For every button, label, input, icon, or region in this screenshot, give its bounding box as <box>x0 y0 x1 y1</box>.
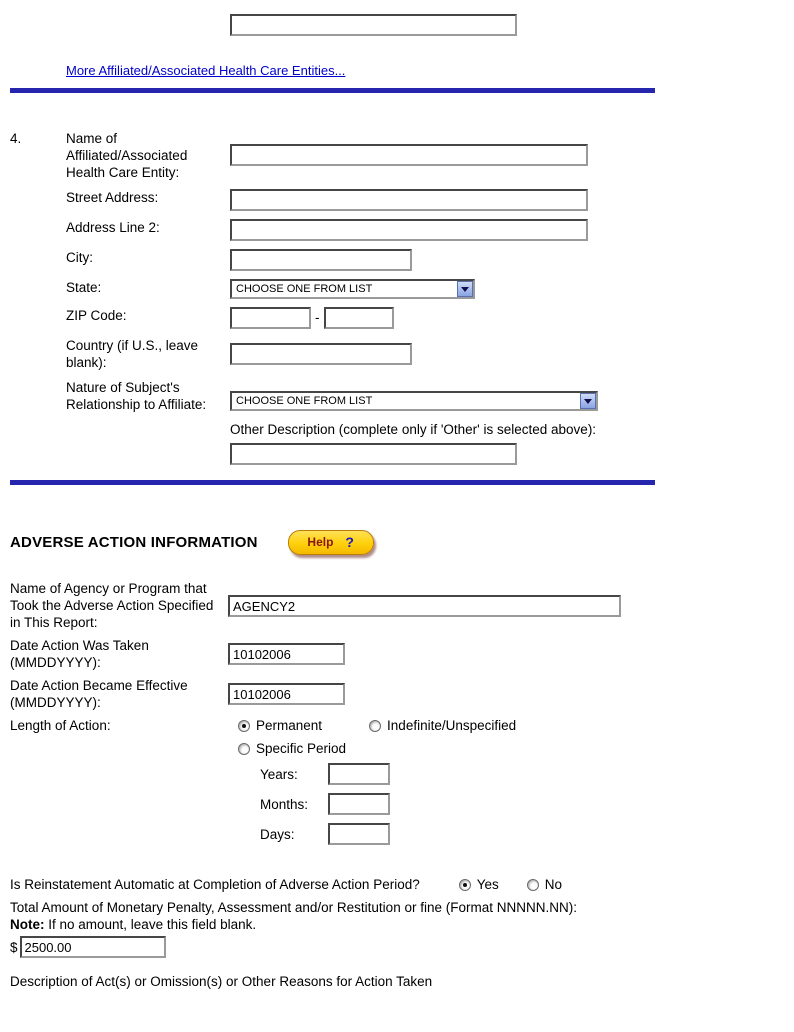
radio-button-icon <box>238 743 250 755</box>
state-select[interactable] <box>230 279 475 299</box>
help-button[interactable] <box>288 530 374 555</box>
radio-indefinite-label: Indefinite/Unspecified <box>387 718 517 733</box>
radio-button-icon <box>238 720 250 732</box>
entity-name-input[interactable] <box>230 144 588 166</box>
country-input[interactable] <box>230 343 412 365</box>
radio-option-specific-period[interactable] <box>238 740 346 757</box>
penalty-note <box>10 916 794 933</box>
days-input[interactable] <box>328 823 390 845</box>
radio-yes-label: Yes <box>476 877 499 892</box>
address-line2-label: Address Line 2: <box>66 220 160 235</box>
date-taken-label: Date Action Was Taken (MMDDYYYY): <box>10 638 149 670</box>
zip-separator: - <box>315 310 320 325</box>
radio-option-yes[interactable] <box>459 876 499 893</box>
radio-option-indefinite[interactable] <box>369 717 516 734</box>
more-entities-link[interactable]: More Affiliated/Associated Health Care Entities... <box>66 63 346 78</box>
radio-button-icon <box>527 879 539 891</box>
zip-input[interactable] <box>230 307 311 329</box>
radio-button-icon <box>369 720 381 732</box>
penalty-amount-label: Total Amount of Monetary Penalty, Assessment and/or Restitution or fine (Format NNNNN.NN): <box>10 900 577 915</box>
nature-select-value: CHOOSE ONE FROM LIST <box>236 394 373 407</box>
description-of-acts-label: Description of Act(s) or Omission(s) or Other Reasons for Action Taken <box>10 974 433 989</box>
years-label: Years: <box>260 766 298 782</box>
street-address-input[interactable] <box>230 189 588 211</box>
months-label: Months: <box>260 796 309 812</box>
agency-name-input[interactable] <box>228 595 621 617</box>
radio-option-permanent[interactable] <box>238 717 322 734</box>
nature-of-relationship-label: Nature of Subject's Relationship to Affiliate: <box>66 380 207 412</box>
adverse-action-section <box>10 529 794 990</box>
chevron-down-icon[interactable] <box>457 281 473 297</box>
entity-name-label: Name of Affiliated/Associated Health Care Entity: <box>66 131 188 180</box>
radio-option-no[interactable] <box>527 876 562 893</box>
length-of-action-label: Length of Action: <box>10 718 111 733</box>
agency-name-label: Name of Agency or Program that Took the Adverse Action Specified in This Report: <box>10 581 214 630</box>
section-divider-top <box>10 88 655 93</box>
city-input[interactable] <box>230 249 412 271</box>
question-number: 4. <box>10 131 22 146</box>
penalty-amount-input[interactable] <box>20 936 166 958</box>
address-line2-input[interactable] <box>230 219 588 241</box>
section-divider-bottom <box>10 480 655 485</box>
radio-specific-period-label: Specific Period <box>256 741 347 756</box>
nature-of-relationship-select[interactable] <box>230 391 598 411</box>
state-select-value: CHOOSE ONE FROM LIST <box>236 282 373 295</box>
adverse-action-heading: ADVERSE ACTION INFORMATION <box>10 533 258 551</box>
days-label: Days: <box>260 826 295 842</box>
radio-no-label: No <box>544 877 563 892</box>
state-label: State: <box>66 280 102 295</box>
note-text: If no amount, leave this field blank. <box>44 917 257 932</box>
zip-plus4-input[interactable] <box>324 307 394 329</box>
chevron-down-icon[interactable] <box>580 393 596 409</box>
reinstatement-question: Is Reinstatement Automatic at Completion of Adverse Action Period? <box>10 877 420 892</box>
years-input[interactable] <box>328 763 390 785</box>
question-4-section <box>10 130 794 465</box>
date-taken-input[interactable] <box>228 643 345 665</box>
date-effective-label: Date Action Became Effective (MMDDYYYY): <box>10 678 188 710</box>
other-description-input[interactable] <box>230 443 517 465</box>
radio-permanent-label: Permanent <box>256 718 323 733</box>
zip-label: ZIP Code: <box>66 308 127 323</box>
months-input[interactable] <box>328 793 390 815</box>
dollar-sign: $ <box>10 940 18 955</box>
radio-button-icon <box>459 879 471 891</box>
other-description-label: Other Description (complete only if 'Other' is selected above): <box>230 422 597 437</box>
question-mark-icon: ? <box>345 534 354 550</box>
city-label: City: <box>66 250 93 265</box>
street-address-label: Street Address: <box>66 190 159 205</box>
country-label: Country (if U.S., leave blank): <box>66 338 199 370</box>
help-button-label: Help <box>307 535 334 549</box>
note-label: Note: <box>10 917 45 932</box>
date-effective-input[interactable] <box>228 683 345 705</box>
prev-entity-input[interactable] <box>230 14 517 36</box>
prev-entity-input-row <box>0 0 794 36</box>
